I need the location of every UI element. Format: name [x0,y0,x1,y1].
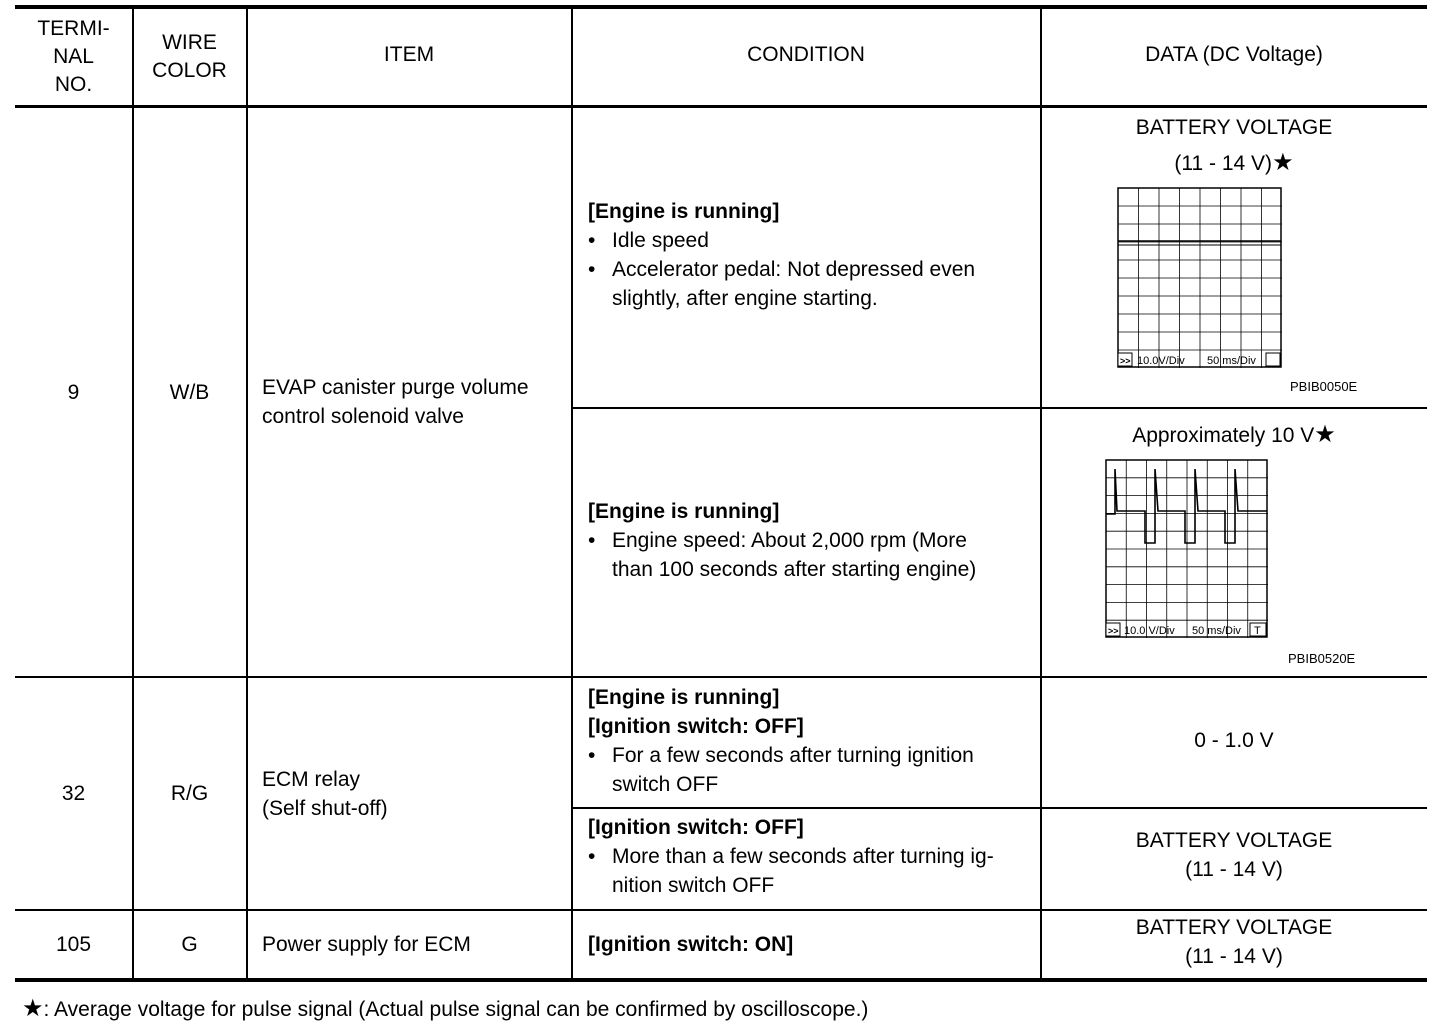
row9b-figure-id: PBIB0520E [1288,651,1356,666]
row32b-data-line1: BATTERY VOLTAGE [1135,829,1333,852]
row9-split-rule [572,407,1427,409]
row105-data-line2: (11 - 14 V) [1185,945,1283,968]
scope-time-div: 50 ms/Div [1207,355,1256,367]
scope-grid [1106,460,1268,638]
scope-button-icon: >> [1120,356,1131,366]
col-divider-2 [246,8,248,979]
scope-trigger-marker: T [1254,625,1261,637]
row105-item: Power supply for ECM [262,933,471,956]
scope-time-div: 50 ms/Div [1192,625,1241,637]
header-data: DATA (DC Voltage) [1145,42,1323,66]
star-icon: ★ [1272,149,1294,176]
star-icon: ★ [1314,421,1336,448]
header-condition: CONDITION [747,42,865,66]
row9a-condition-header: [Engine is running] [588,200,780,223]
row9b-bullet-1: • Engine speed: About 2,000 rpm (More than 100 seconds after starting engine) [588,526,1038,584]
oscilloscope-waveform-idle [1117,187,1283,369]
header-wire-color: WIRE COLOR [152,31,227,82]
row9a-data [1041,113,1427,178]
row32b-condition [588,813,1038,900]
scope-grid [1118,188,1282,368]
row32a-data: 0 - 1.0 V [1194,728,1274,752]
row9-wire: W/B [169,380,210,404]
header-item: ITEM [383,42,435,66]
row9-terminal: 9 [67,380,80,404]
row9a-bullet-2: • Accelerator pedal: Not depressed even slightly, after engine starting. [588,255,1038,313]
row32-split-rule [572,807,1427,809]
row9-item: EVAP canister purge volume control solenoid valve [262,376,529,428]
row9b-condition [588,497,1038,584]
row32-terminal: 32 [61,782,86,805]
row105-wire: G [181,933,198,956]
row105-data-line1: BATTERY VOLTAGE [1135,916,1333,939]
row9a-data-line2: (11 - 14 V)★ [1174,149,1294,176]
row32a-condition [588,683,1038,799]
header-terminal-no: TERMI- NAL NO. [37,17,110,96]
row32-item: ECM relay (Self shut-off) [262,767,388,820]
row32a-condition-header-2: [Ignition switch: OFF] [588,715,804,738]
footnote [22,995,868,1024]
row32b-data-line2: (11 - 14 V) [1185,858,1283,881]
row9a-data-line1: BATTERY VOLTAGE [1135,116,1333,139]
row32-wire: R/G [170,782,209,805]
row32a-condition-header-1: [Engine is running] [588,686,780,709]
waveform-trace [1106,469,1267,543]
scope-volts-div: 10.0 V/Div [1124,625,1175,637]
oscilloscope-waveform-pulse [1105,459,1269,639]
row9b-condition-header: [Engine is running] [588,500,780,523]
row105-terminal: 105 [55,933,92,956]
row105-condition: [Ignition switch: ON] [588,933,794,956]
row32b-bullet-1: • More than a few seconds after turning ig- nition switch OFF [588,842,1038,900]
scope-button-icon: >> [1108,626,1119,636]
row32b-condition-header: [Ignition switch: OFF] [588,816,804,839]
row105-data [1041,913,1427,971]
col-divider-3 [571,8,573,979]
row9a-figure-id: PBIB0050E [1290,379,1358,394]
row32b-data [1041,826,1427,884]
row32a-bullet-1: • For a few seconds after turning ignition switch OFF [588,741,1038,799]
scope-volts-div: 10.0V/Div [1137,355,1185,367]
star-icon: ★ [22,995,44,1022]
footnote-text: : Average voltage for pulse signal (Actual pulse signal can be confirmed by oscilloscope.) [43,998,869,1021]
table-bottom-rule [15,978,1427,982]
row9a-condition [588,197,1038,313]
row9a-bullet-1: • Idle speed [588,226,1038,255]
row9b-data: Approximately 10 V★ [1132,421,1336,448]
